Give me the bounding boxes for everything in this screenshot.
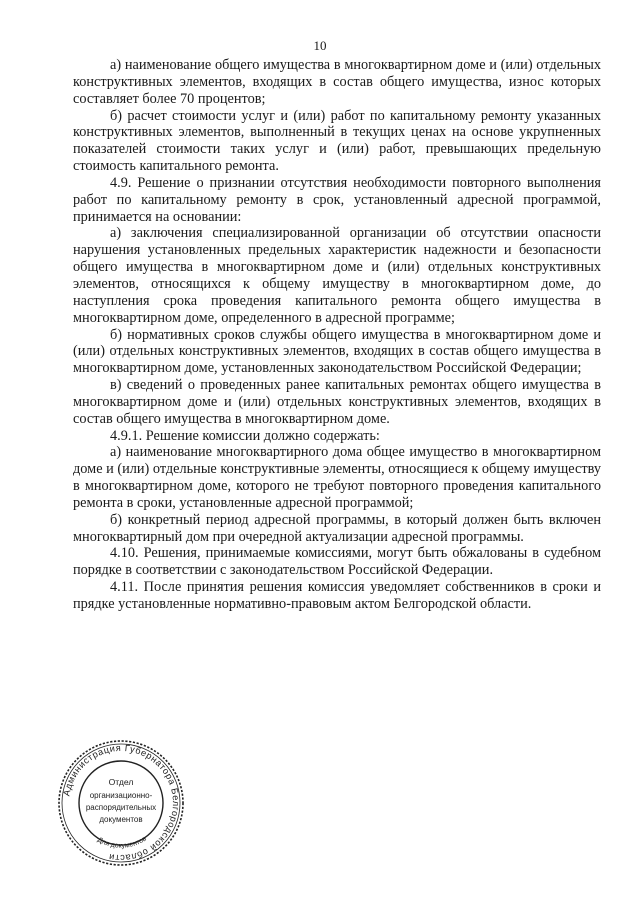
paragraph: 4.9.1. Решение комиссии должно содержать: (110, 427, 380, 444)
paragraph: а) заключения специализированной организации об отсутствии опасности нарушения установленных предельных характеристик надежности и безопасности общего имущества в многоквартирном доме и (или) отдельных конструктивных элементов, относящихся к общему имуществу в многоквартирном доме, до наступления срока проведения капитального ремонта общего имущества в многоквартирном доме, определенного в адресной программе; (73, 225, 601, 326)
paragraph: а) наименование многоквартирного дома общее имущество в многоквартирном доме и (или) отдельные конструктивные элементы, относящиеся к общему имуществу в многоквартирном доме, которого не требуют повторного проведения капитального ремонта в сроки, установленные адресной программой; (73, 444, 601, 511)
stamp-seal (56, 738, 186, 868)
paragraph: б) нормативных сроков службы общего имущества в многоквартирном доме и (или) отдельных конструктивных элементов, входящих в состав общего имущества в многоквартирном доме, установленных законодательством Российской Федерации; (73, 326, 601, 377)
official-stamp (56, 738, 186, 868)
paragraph: б) конкретный период адресной программы, в который должен быть включен многоквартирный дом при очередной актуализации адресной программы. (73, 511, 601, 545)
stamp-line: организационно- (89, 791, 153, 800)
stamp-ring-text: Администрация Губернатора Белгородской области (61, 742, 182, 864)
stamp-line: Отдел (108, 777, 134, 787)
stamp-line: распорядительных (85, 803, 157, 812)
stamp-ring-bottom: Для документов (96, 835, 148, 850)
document-body (73, 57, 601, 613)
paragraph: 4.11. После принятия решения комиссия уведомляет собственников в сроки и прядке установленные нормативно-правовым актом Белгородской области. (73, 579, 601, 612)
paragraph: б) расчет стоимости услуг и (или) работ по капитальному ремонту указанных конструктивных элементов, выполненный в текущих ценах на основе укрупненных показателей стоимости таких услуг и (или) работ, превышающих предельную стоимость капитального ремонта. (73, 107, 601, 175)
paragraph: а) наименование общего имущества в многоквартирном доме и (или) отдельных конструктивных элементов, входящих в состав общего имущества, износ которых составляет более 70 процентов; (73, 57, 601, 107)
paragraph: 4.10. Решения, принимаемые комиссиями, могут быть обжалованы в судебном порядке в соответствии с законодательством Российской Федерации. (73, 545, 601, 579)
page-number: 10 (313, 38, 327, 53)
stamp-line: документов (99, 815, 143, 824)
paragraph: 4.9. Решение о признании отсутствия необходимости повторного выполнения работ по капитальному ремонту в срок, установленный адресной программой, принимается на основании: (73, 174, 601, 225)
paragraph: в) сведений о проведенных ранее капитальных ремонтах общего имущества в многоквартирном доме и (или) отдельных конструктивных элементов, входящих в состав общего имущества в многоквартирном доме. (73, 377, 601, 427)
